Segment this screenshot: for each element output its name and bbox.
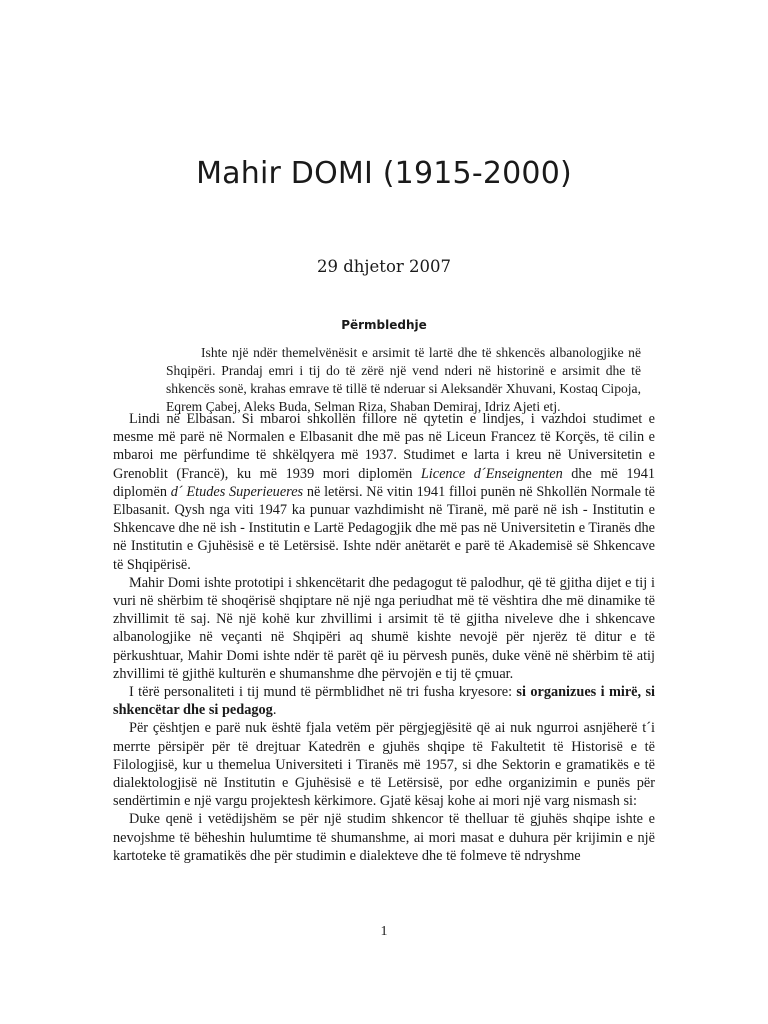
paragraph-3-part-a: I tërë personaliteti i tij mund të përmblidhet në tri fusha kryesore: [129,684,517,701]
paragraph-3-end: . [272,702,277,719]
abstract-heading: Përmbledhje [341,318,427,332]
paragraph-1-part-b: dhe më 1941 diplomën [113,465,655,500]
abstract-text: Ishte një ndër themelvënësit e arsimit të lartë dhe të shkencës albanologjike në Shqipëri. Prandaj emri i tij do të zërë një vend nderi në historinë e arsimit dhe të shkencës sonë, krahas emrave të tillë të nderuar si Aleksandër Xhuvani, Kostaq Cipoja, Eqrem Çabej, Aleks Buda, Selman Riza, Shaban Demiraj, Idriz Ajeti etj. [166,345,641,414]
body-text [113,410,655,865]
paragraph-4: Për çështjen e parë nuk është fjala vetëm për përgjegjësitë që ai nuk ngurroi asnjëherë t´i merrte përsipër për të drejtuar Katedrën e gjuhës shqipe të Fakultetit të Historisë e të Filologjisë, kur u themelua Universiteti i Tiranës më 1957, si dhe Sektorin e gramatikës e të dialektologjisë në Institutin e Gjuhësisë e të Letërsisë, por edhe organizimin e punës për sendërtimin e një vargu projektesh kërkimore. Gjatë kësaj kohe ai mori një varg nismash si: [113,720,655,810]
paragraph-1-italic-2: d´ Etudes Superieueres [170,483,304,500]
paragraph-1-part-a: Lindi në Elbasan. Si mbaroi shkollën fillore në qytetin e lindjes, i vazhdoi studimet e mesme më parë në Normalen e Elbasanit dhe më pas në Liceun Francez të Korçës, të cilin e mbaroi me përfundime të shkëlqyera më 1937. Studimet e larta i kreu në Universitetin e Grenoblit (Francë), ku më 1939 mori diplomën [113,411,655,482]
page-number: 1 [380,924,388,939]
paragraph-1-part-c: në letërsi. Në vitin 1941 filloi punën në Shkollën Normale të Elbasanit. Qysh nga viti 1947 ka punuar vazhdimisht në Tiranë, më parë në ish - Institutin e Shkencave dhe në ish - Institutin e Lartë Pedagogjik dhe më pas në Universitetin e Tiranës dhe në Institutin e Gjuhësisë e të Letërsisë. Ishte ndër anëtarët e parë të Akademisë së Shkencave të Shqipërisë. [113,483,655,573]
paragraph-1 [113,410,655,574]
document-date: 29 dhjetor 2007 [317,257,451,276]
paragraph-5: Duke qenë i vetëdijshëm se për një studim shkencor të thelluar të gjuhës shqipe ishte e nevojshme të bëheshin hulumtime të shumanshme, ai mori masat e duhura për krijimin e një kartoteke të gramatikës dhe për studimin e dialekteve dhe të folmeve të ndryshme [113,811,655,864]
paragraph-3-bold: si organizues i mirë, si shkencëtar dhe si pedagog [113,684,655,719]
paragraph-2: Mahir Domi ishte prototipi i shkencëtarit dhe pedagogut të palodhur, që të gjitha dijet e tij i vuri në shërbim të shoqërisë shqiptare në një nga periudhat më të vështira dhe më dinamike të zhvillimit të saj. Në një kohë kur zhvillimi i arsimit të të gjitha niveleve dhe i shkencave albanologjike në veçanti në Shqipëri aq shumë kishte nevojë për njerëz të ditur e të përkushtuar, Mahir Domi ishte ndër të parët që iu përvesh punës, duke vënë në shërbim të atij zhvillimi të gjithë kulturën e shumanshme dhe përvojën e tij të çmuar. [113,574,655,682]
paragraph-3 [113,683,655,719]
paragraph-1-italic-1: Licence d´Enseignenten [420,465,563,482]
document-title: Mahir DOMI (1915-2000) [196,156,572,191]
